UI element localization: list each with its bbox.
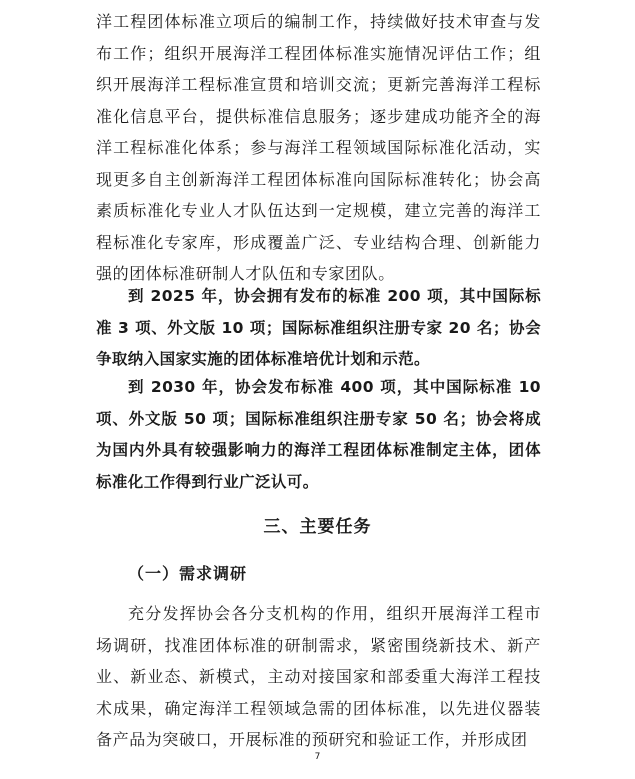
paragraph-goals-2025: 到 2025 年，协会拥有发布的标准 200 项，其中国际标准 3 项、外文版 10 项；国际标准组织注册专家 20 名；协会争取纳入国家实施的团体标准培优计划和示范。 xyxy=(96,287,541,368)
subsection-title: （一）需求调研 xyxy=(128,564,248,583)
section-title: 三、主要任务 xyxy=(263,517,372,537)
paragraph-goals-2030: 到 2030 年，协会发布标准 400 项，其中国际标准 10 项、外文版 50 项；国际标准组织注册专家 50 名；协会将成为国内外具有较强影响力的海洋工程团体标准制定主体，团体标准化工作得到行业广泛认可。 xyxy=(96,378,541,491)
page-number: 7 xyxy=(314,752,321,762)
paragraph-work-items: 洋工程团体标准立项后的编制工作，持续做好技术审查与发布工作；组织开展海洋工程团体标准实施情况评估工作；组织开展海洋工程标准宣贯和培训交流；更新完善海洋工程标准化信息平台，提供标准信息服务；逐步建成功能齐全的海洋工程标准化体系；参与海洋工程领域国际标准化活动，实现更多自主创新海洋工程团体标准向国际标准转化；协会高素质标准化专业人才队伍达到一定规模，建立完善的海洋工程标准化专家库，形成覆盖广泛、专业结构合理、创新能力强的团体标准研制人才队伍和专家团队。 xyxy=(96,12,541,283)
paragraph-demand-research: 充分发挥协会各分支机构的作用，组织开展海洋工程市场调研，找准团体标准的研制需求，紧密围绕新技术、新产业、新业态、新模式，主动对接国家和部委重大海洋工程技术成果，确定海洋工程领域急需的团体标准，以先进仪器装备产品为突破口，开展标准的预研究和验证工作，并形成团 xyxy=(96,604,541,749)
